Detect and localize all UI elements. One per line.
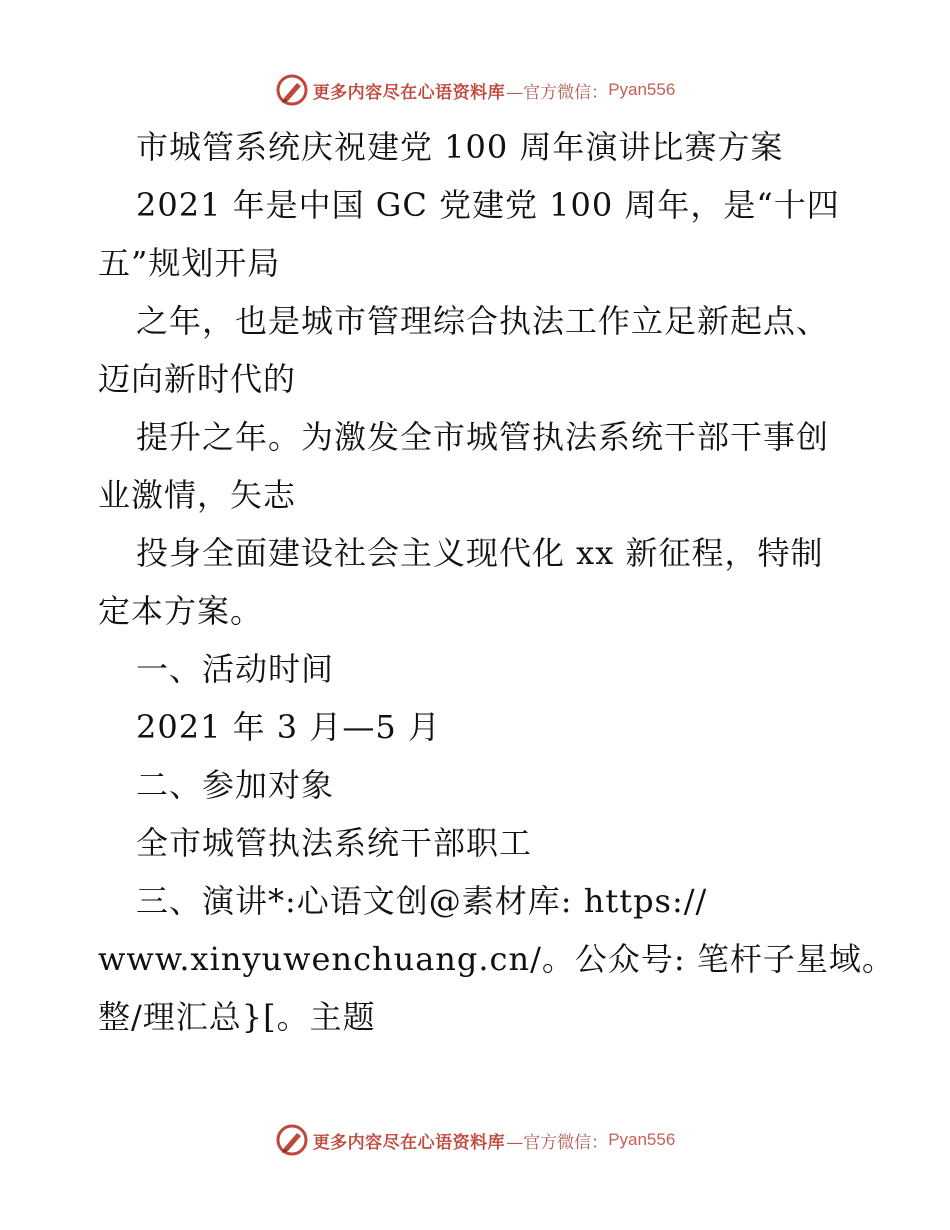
banner-wechat-id: Pyan556: [608, 1130, 676, 1149]
paragraph-line: 之年，也是城市管理综合执法工作立足新起点、: [136, 302, 830, 340]
pen-logo-icon: [275, 73, 309, 107]
paragraph-line: 全市城管执法系统干部职工: [136, 824, 533, 862]
pen-logo-icon: [275, 1123, 309, 1157]
banner-brand-text: 更多内容尽在心语资料库: [312, 1132, 506, 1153]
section-heading-speech: 三、演讲*:心语文创@素材库: https://: [136, 882, 708, 920]
paragraph-line: 投身全面建设社会主义现代化 xx 新征程，特制: [136, 534, 824, 572]
header-watermark-banner: [0, 68, 950, 112]
document-title: 市城管系统庆祝建党 100 周年演讲比赛方案: [136, 128, 784, 166]
paragraph-line: 定本方案。: [98, 592, 264, 630]
paragraph-line: 业激情，矢志: [98, 476, 297, 514]
banner-dash-text: —官方微信：: [506, 1132, 609, 1153]
paragraph-line: www.xinyuwenchuang.cn/。公众号: 笔杆子星域。: [98, 940, 895, 978]
paragraph-line: 2021 年是中国 GC 党建党 100 周年，是“十四: [136, 186, 840, 224]
banner-dash-text: —官方微信：: [506, 82, 609, 103]
banner-brand-text: 更多内容尽在心语资料库: [312, 82, 506, 103]
footer-watermark-banner: [0, 1118, 950, 1162]
paragraph-line: 提升之年。为激发全市城管执法系统干部干事创: [136, 418, 830, 456]
paragraph-line: 迈向新时代的: [98, 360, 297, 398]
paragraph-line: 整/理汇总}[。主题: [98, 998, 376, 1036]
paragraph-line: 2021 年 3 月—5 月: [136, 708, 441, 746]
banner-wechat-id: Pyan556: [608, 80, 676, 99]
paragraph-line: 五”规划开局: [98, 244, 281, 282]
section-heading-activity-time: 一、活动时间: [136, 650, 335, 688]
document-body: [98, 118, 895, 1046]
section-heading-participants: 二、参加对象: [136, 766, 335, 804]
